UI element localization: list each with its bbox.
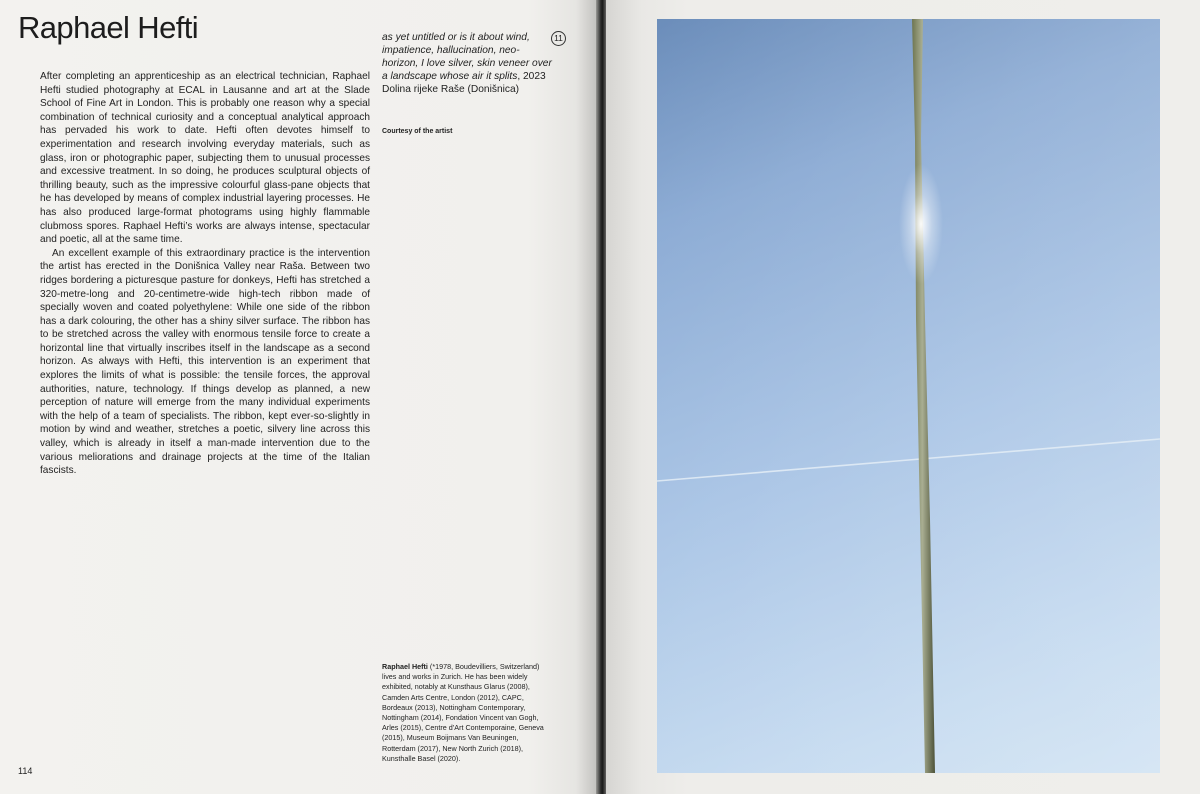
page-number: 114 xyxy=(18,766,33,776)
photo-credit: Courtesy of the artist xyxy=(382,128,453,135)
ribbon-photo-graphic xyxy=(657,19,1160,773)
artwork-location: Dolina rijeke Raše (Donišnica) xyxy=(382,84,520,96)
artist-bio xyxy=(382,662,544,764)
artwork-caption xyxy=(382,31,552,96)
article-body xyxy=(40,70,370,478)
figure-number-badge: 11 xyxy=(551,31,566,46)
body-paragraph-2: An excellent example of this extraordinary practice is the intervention the artist has erected in the Donišnica Valley near Raša. Between two ridges bordering a picturesque pasture for donkeys, Hefti has stretched a 320-metre-long and 20-centimetre-wide high-tech ribbon made of specially woven and coated polyethylene: While one side of the ribbon has a dark colouring, the other has a shiny silver surface. The ribbon has to be stretched across the valley with enormous tensile force to create a horizontal line that virtually inscribes itself in the landscape as a second horizon. As always with Hefti, this intervention is an experiment that explores the limits of what is possible: the tensile forces, the approval authorities, nature, technology. If things develop as planned, a new perception of nature will emerge from the many individual experiments with the help of a team of specialists. The ribbon, kept ever-so-slightly in motion by wind and weather, stretches a poetic, silvery line across this valley, which is already in itself a man-made intervention due to the various meliorations and drainage projects at the time of the Italian fascists. xyxy=(40,247,370,477)
artwork-title: as yet untitled or is it about wind, impatience, hallucination, neo-horizon, I love silver, skin veneer over a landscape whose air it splits xyxy=(382,32,552,83)
body-paragraph-1: After completing an apprenticeship as an electrical technician, Raphael Hefti studied photography at ECAL in Lausanne and art at the Slade School of Fine Art in London. This is probably one reason why a special combination of technical curiosity and a conceptual analytical approach has pervaded his work to date. Hefti often devotes himself to experimentation and research involving everyday materials, such as glass, iron or photographic paper, subjecting them to unusual processes and excessive treatment. In so doing, he produces sculptural objects of thrilling beauty, such as the impressive colourful glass-pane objects that he has developed by means of complex industrial layering processes. He has also produced large-format photograms using highly flammable clubmoss spores. Raphael Hefti’s works are always intense, spectacular and poetic, all at the same time. xyxy=(40,71,370,246)
artwork-photo xyxy=(657,19,1160,773)
bio-text: (*1978, Boudevilliers, Switzerland) lives and works in Zurich. He has been widely exhibited, notably at Kunsthaus Glarus (2008), Camden Arts Centre, London (2012), CAPC, Bordeaux (2013), Nottingham Contemporary, Nottingham (2014), Fondation Vincent van Gogh, Arles (2015), Centre d’Art Contemporaine, Geneva (2015), Museum Boijmans Van Beuningen, Rotterdam (2017), New North Zurich (2018), Kunsthalle Basel (2020). xyxy=(382,662,544,763)
artwork-year: , 2023 xyxy=(517,71,546,83)
sun-glare xyxy=(899,164,943,284)
page-title: Raphael Hefti xyxy=(18,10,199,45)
bio-name: Raphael Hefti xyxy=(382,662,428,671)
sky-haze xyxy=(657,19,1160,773)
